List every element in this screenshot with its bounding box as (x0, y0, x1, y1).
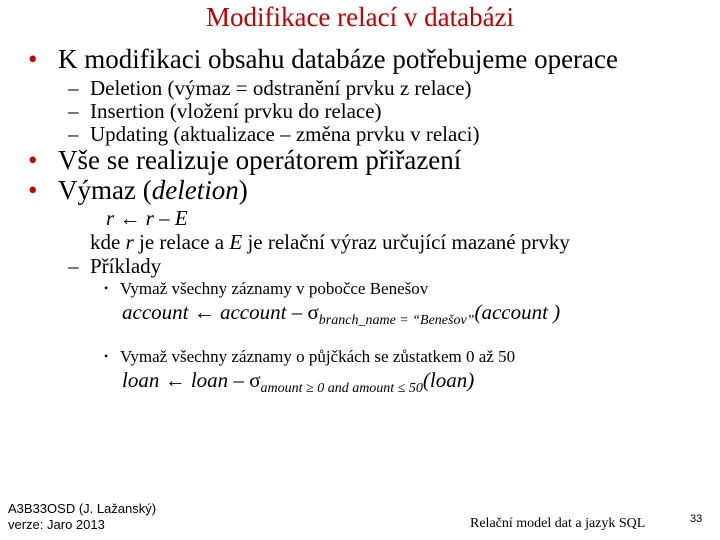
subitem-insertion (68, 99, 382, 124)
dash-marker: – (68, 122, 79, 146)
desc-text: je relační výraz určující mazané prvky (242, 230, 570, 254)
formula-lhs: r (106, 206, 115, 230)
footer-course: A3B33OSD (J. Lažanský) (8, 501, 157, 516)
dash-marker: – (68, 254, 79, 278)
bullet-modification (28, 44, 618, 75)
slide-title: Modifikace relací v databázi (205, 2, 515, 32)
formula-arg: (loan) (422, 368, 475, 392)
arrow-icon: ← (164, 368, 186, 392)
formula-lhs: account (122, 300, 189, 324)
sigma-symbol: σ (249, 368, 261, 392)
deletion-formula (106, 206, 188, 231)
formula-description (90, 230, 570, 255)
bullet-marker: • (28, 175, 38, 205)
subitem-updating (68, 122, 479, 147)
desc-var-e: E (229, 230, 243, 254)
subitem-deletion (68, 76, 472, 101)
arrow-icon: ← (119, 206, 141, 230)
desc-text: kde (90, 230, 126, 254)
formula-rhs: account – (219, 300, 303, 324)
example-2-formula (122, 368, 474, 397)
sigma-condition: branch_name = “Benešov” (318, 313, 475, 328)
subitem-text: Updating (aktualizace – změna prvku v relaci) (90, 122, 480, 146)
bullet-marker: • (28, 145, 38, 175)
bullet-text: Vše se realizuje operátorem přiřazení (58, 145, 462, 175)
footer-version: verze: Jaro 2013 (8, 517, 105, 532)
formula-arg: (account ) (474, 300, 561, 324)
arrow-icon: ← (193, 300, 215, 324)
desc-var-r: r (125, 230, 134, 254)
footer-course-info (8, 501, 156, 533)
example-1-formula (122, 300, 560, 329)
dash-marker: – (68, 99, 79, 123)
sigma-condition: amount ≥ 0 and amount ≤ 50 (260, 381, 423, 396)
bullet-deletion (28, 175, 248, 206)
formula-rhs: loan – (190, 368, 244, 392)
footer-subject: Relační model dat a jazyk SQL (470, 516, 646, 531)
desc-text: je relace a (133, 230, 230, 254)
formula-rhs: r – E (145, 206, 188, 230)
bullet-text-suffix: ) (238, 175, 248, 205)
bullet-text-prefix: Výmaz ( (58, 175, 152, 205)
dot-marker: • (104, 281, 109, 295)
page-number: 33 (690, 513, 703, 525)
subitem-text: Insertion (vložení prvku do relace) (90, 99, 382, 123)
subitem-examples (68, 254, 161, 279)
example-1-text (104, 279, 428, 299)
bullet-text: K modifikaci obsahu databáze potřebujeme operace (58, 44, 618, 74)
formula-lhs: loan (122, 368, 160, 392)
subitem-text: Deletion (výmaz = odstranění prvku z relace) (90, 76, 472, 100)
sigma-symbol: σ (307, 300, 319, 324)
dash-marker: – (68, 76, 79, 100)
bullet-marker: • (28, 44, 38, 74)
example-text: Vymaž všechny záznamy o půjčkách se zůstatkem 0 až 50 (120, 347, 516, 366)
bullet-text-italic: deletion (151, 175, 239, 205)
example-text: Vymaž všechny záznamy v pobočce Benešov (120, 279, 429, 298)
dot-marker: • (104, 349, 109, 363)
bullet-assignment (28, 145, 461, 176)
subitem-text: Příklady (90, 254, 162, 278)
example-2-text (104, 347, 515, 367)
